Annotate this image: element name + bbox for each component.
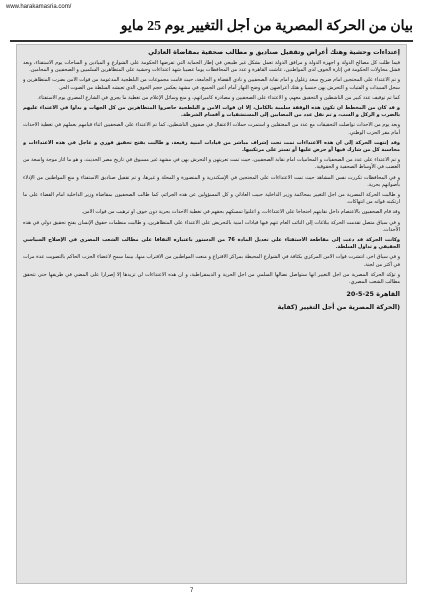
header-title: بيان من الحركة المصرية من أجل التغيير يوم 25 مايو — [120, 19, 413, 34]
header-rule — [10, 40, 413, 42]
paragraph: و في سياق آخر، انتشرت قوات الأمن المركزي بكثافة في الشوارع المحيطة بمراكز الاقتراع و منعت المواطنين من الاقتراب منها، بينما سمح لأعضاء الحزب الحاكم بالتصويت عدة مرات في أكثر من لجنة. — [23, 254, 400, 268]
signature-org: (الحركة المصرية من أجل التغيير (كفاية — [277, 303, 400, 312]
page-number: 7 — [190, 588, 194, 594]
paragraph: وقد قام الصحفيون بالاعتصام داخل نقابتهم احتجاجا على الاعتداءات، و أعلنوا تمسكهم بحقهم في تغطية الأحداث بحرية دون خوف أو ترهيب من قوات الأمن. — [81, 209, 400, 216]
statement-subtitle: إعتداءات وحشية وهتك أعراض وتقفيل صناديق و مطالب صحفية بمقاضاة العادلي — [148, 48, 400, 56]
site-url: www.harakamasria.com/ — [6, 4, 72, 10]
paragraph: و في المحافظات تكررت نفس المشاهد حيث تمت الاعتداءات على المحتجين في الإسكندرية و المنصورة و المحلة و غيرها، و تم تقفيل صناديق الاستفتاء و منع المواطنين من الإدلاء بأصواتهم بحرية. — [23, 174, 400, 188]
paragraph: و تم الاعتداء على عدد من الصحفيات و المحاميات أمام نقابة الصحفيين، حيث تمت تعريتهن و التحرش بهن في مشهد غير مسبوق في تاريخ مصر الحديث، و هو ما أثار موجة واسعة من الغضب في الأوساط الصحفية و الحقوقية. — [23, 157, 400, 171]
paragraph: و تم الاعتداء على المحتجين أمام ضريح سعد زغلول و أمام نقابة الصحفيين و نادي القضاة و الجامعة، حيث قامت مجموعات من البلطجية المدعومة من قوات الأمن بضرب المتظاهرين و سحل السيدات و الفتيات و التحرش بهن جنسيا و هتك أعراضهن في وضح النهار أمام أعين الجميع، في مشهد يعكس حجم الخوف الذي تعيشه السلطة من الصوت الحر. — [23, 77, 400, 91]
paragraph: و قد كان من المخطط أن تكون هذه الوقفة سلمية بالكامل، إلا أن قوات الأمن و البلطجية حاصروا المتظاهرين من كل الجهات و بدأوا في الاعتداء عليهم بالضرب و الركل و السب، و تم نقل عدد من المصابين إلى المستشفيات و أقسام الشرطة. — [23, 105, 400, 119]
paragraph: وكانت الحركة قد دعت إلى مقاطعة الاستفتاء على تعديل المادة 76 من الدستور باعتباره التفافا على مطالب الشعب المصري في الإصلاح السياسي الحقيقي و تداول السلطة. — [23, 237, 400, 251]
paragraph: وقد إنتهت الحركة إلى أن هذه الاعتداءات تمت تحت إشراف مباشر من قيادات أمنية رفيعة، و طالبت بفتح تحقيق فوري و عاجل في هذه الاعتداءات و محاسبة كل من شارك فيها أو حرض عليها أو تستر على مرتكبيها. — [23, 139, 400, 154]
paragraph: فيما ظلت كل مصالح الدولة و أجهزة الدولة و مرافق الدولة تعمل بشكل غير طبيعي في إطار الحماية التي تفرضها الحكومة على الشوارع و الميادين و الساحات يوم الاستفتاء، وبعد فشل محاولات الحكومة في إثارة الخوف لدى المواطنين، عاشت القاهرة و عدد من المحافظات يوما عصيبا شهد اعتداءات وحشية على المتظاهرين السلميين و الصحفيين و المحامين. — [23, 60, 400, 74]
paragraph: كما تم توقيف عدد كبير من الناشطين و التحقيق معهم، و الاعتداء على الصحفيين و مصادرة كاميراتهم، و منع وسائل الإعلام من تغطية ما يجري في الشارع المصري يوم الاستفتاء. — [37, 94, 400, 101]
paragraph: و في سياق متصل تقدمت الحركة ببلاغات إلى النائب العام تتهم فيها قيادات أمنية بالتحريض على الاعتداء على المتظاهرين، و طالبت منظمات حقوق الإنسان بفتح تحقيق دولي في هذه الأحداث. — [23, 219, 400, 233]
statement-body — [23, 60, 400, 286]
paragraph: و طالبت الحركة المصرية من أجل التغيير بمحاكمة وزير الداخلية حبيب العادلي و كل المسؤولين عن هذه الجرائم، كما طالب الصحفيون بمقاضاة وزير الداخلية أمام القضاء على ما ارتكبته قواته من انتهاكات. — [23, 192, 400, 206]
signature-date: القاهرة 25-5-20 — [346, 290, 400, 299]
paragraph: وبعد يوم من الأحداث تواصلت التحقيقات مع عدد من المعتقلين و استمرت حملات الاعتقال في صفوف الناشطين، كما تم الاعتداء على الصحفيين أثناء قيامهم بعملهم في تغطية الأحداث أمام مقر الحزب الوطني. — [23, 122, 400, 136]
statement-panel — [16, 44, 407, 584]
paragraph: و تؤكد الحركة المصرية من أجل التغيير أنها ستواصل نضالها السلمي من أجل الحرية و الديمقراطية، و أن هذه الاعتداءات لن تزيدها إلا إصرارا على المضي في طريقها حتى تتحقق مطالب الشعب المصري. — [23, 271, 400, 286]
